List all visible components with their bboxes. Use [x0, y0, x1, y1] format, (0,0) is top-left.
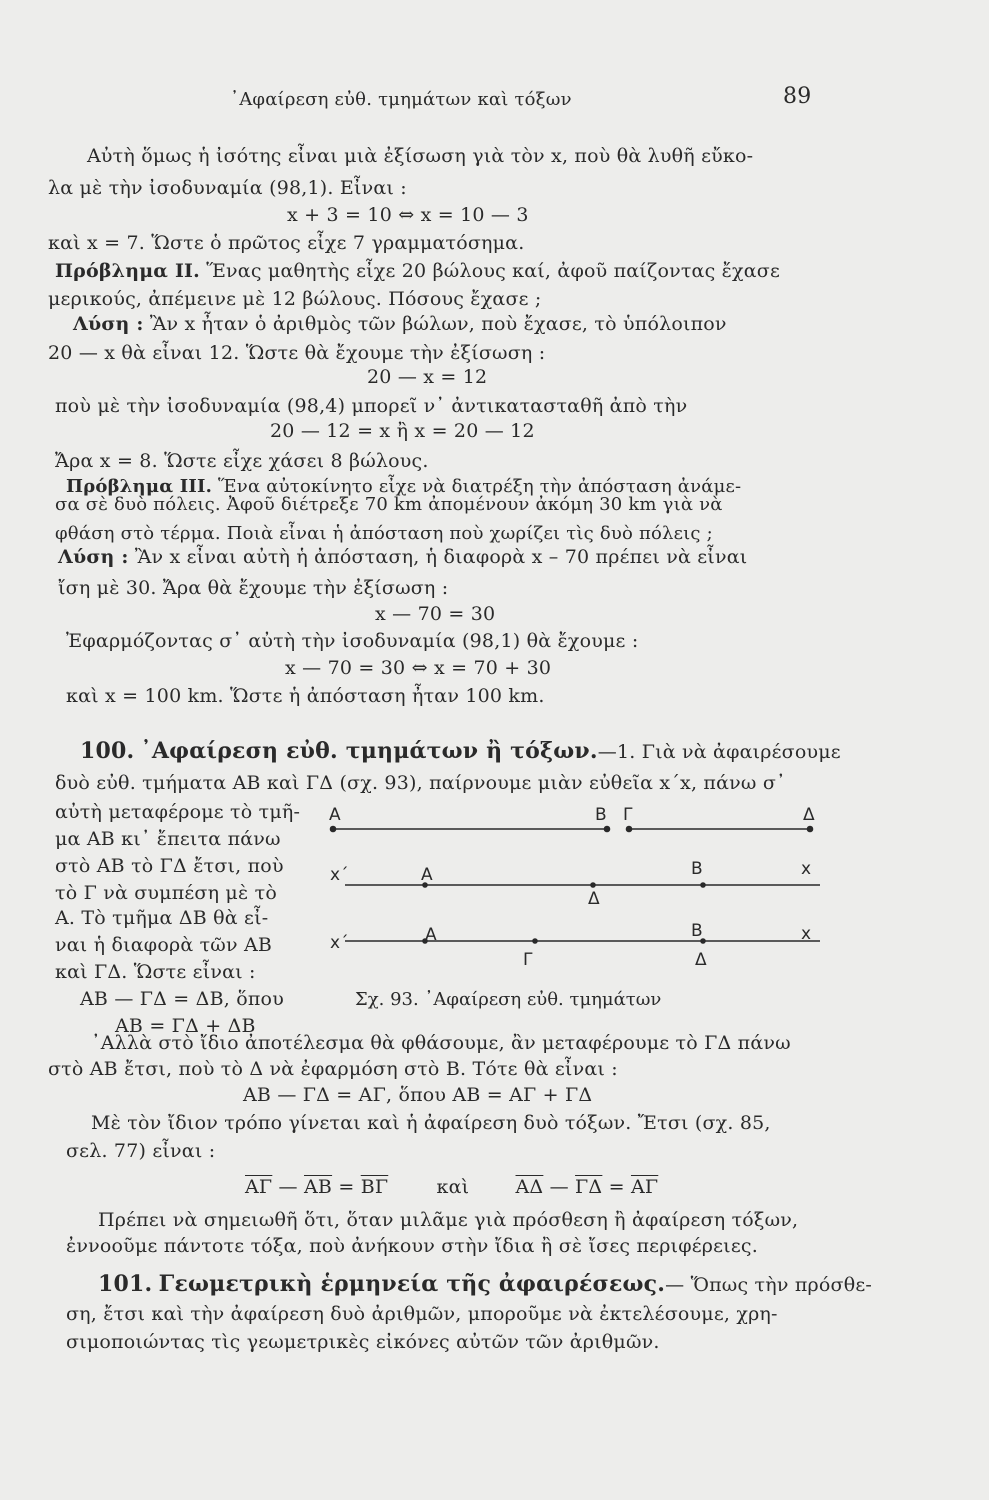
section-title: Γεωμετρικὴ ἑρμηνεία τῆς ἀφαιρέσεως.: [158, 1271, 666, 1297]
arc: $\overline{A\Gamma}$: [245, 1176, 273, 1198]
label-B: Β: [691, 921, 703, 941]
conjunction: καὶ: [436, 1176, 470, 1198]
solution-2: [73, 313, 727, 335]
label-x: x: [801, 859, 812, 879]
label-A: Α: [421, 865, 433, 885]
section-title: ᾿Αφαίρεση εὐθ. τμημάτων ἢ τόξων.: [140, 738, 598, 764]
page-number: 89: [783, 84, 812, 109]
text-line: σελ. 77) εἶναι :: [66, 1140, 216, 1162]
text-line: Ἐφαρμόζοντας σ᾿ αὐτὴ τὴν ἰσοδυναμία (98,1) θὰ ἔχουμε :: [66, 630, 639, 652]
text-line: Μὲ τὸν ἴδιον τρόπο γίνεται καὶ ἡ ἀφαίρεση δυὸ τόξων. Ἔτσι (σχ. 85,: [91, 1112, 771, 1134]
text-line: Πρέπει νὰ σημειωθῆ ὅτι, ὅταν μιλᾶμε γιὰ πρόσθεση ἢ ἀφαίρεση τόξων,: [98, 1209, 799, 1231]
problem-2: [55, 260, 780, 282]
point: [701, 883, 705, 887]
equation: x + 3 = 10 ⇔ x = 10 — 3: [287, 204, 529, 226]
point: [331, 827, 336, 832]
text-line: Ἕνα αὐτοκίνητο εἶχε νὰ διατρέξη τὴν ἀπόσταση ἀνάμε-: [217, 476, 742, 497]
text-line: φθάση στὸ τέρμα. Ποιὰ εἶναι ἡ ἀπόσταση ποὺ χωρίζει τὶς δυὸ πόλεις ;: [55, 523, 713, 544]
arc: $\overline{A\Delta}$: [515, 1176, 544, 1198]
equation: ΑΒ — ΓΔ = ΑΓ, ὅπου ΑΒ = ΑΓ + ΓΔ: [243, 1084, 593, 1106]
equation: x — 70 = 30 ⇔ x = 70 + 30: [285, 657, 552, 679]
figure-caption: Σχ. 93. ᾿Αφαίρεση εὐθ. τμημάτων: [355, 989, 662, 1010]
point: [808, 827, 813, 832]
label-x-prime: x΄: [330, 865, 349, 885]
text-line: ᾿Αλλὰ στὸ ἴδιο ἀποτέλεσμα θὰ φθάσουμε, ἂν μεταφέρουμε τὸ ΓΔ πάνω: [91, 1032, 791, 1054]
operator: —: [543, 1176, 576, 1198]
label-A: Α: [425, 925, 437, 945]
text-line: ποὺ μὲ τὴν ἰσοδυναμία (98,4) μπορεῖ ν᾿ ἀντικατασταθῆ ἀπὸ τὴν: [55, 395, 688, 417]
figure-93: [325, 800, 835, 1030]
section-number: 101.: [98, 1271, 153, 1297]
equation: 20 — 12 = x ἢ x = 20 — 12: [270, 420, 535, 442]
section-101-heading: [98, 1273, 872, 1296]
section-number: 100.: [80, 738, 135, 764]
label-G: Γ: [623, 805, 633, 825]
arc: $\overline{AB}$: [304, 1176, 333, 1198]
wrap-line: καὶ ΓΔ. Ὥστε εἶναι :: [55, 961, 256, 983]
text-line: ἴση μὲ 30. Ἄρα θὰ ἔχουμε τὴν ἐξίσωση :: [58, 577, 449, 599]
running-header: ᾿Αφαίρεση εὐθ. τμημάτων καὶ τόξων: [230, 89, 572, 110]
text-line: Ἂν x εἶναι αὐτὴ ἡ ἀπόσταση, ἡ διαφορὰ x – 70 πρέπει νὰ εἶναι: [134, 546, 748, 568]
solution-3: [58, 546, 747, 568]
label-D: Δ: [588, 889, 600, 909]
text-line: σιμοποιώντας τὶς γεωμετρικὲς εἰκόνες αὐτῶν τῶν ἀριθμῶν.: [66, 1331, 660, 1353]
wrap-line: μα ΑΒ κι᾿ ἔπειτα πάνω: [55, 828, 281, 850]
solution-label: Λύση :: [58, 546, 129, 568]
label-x-prime: x΄: [330, 933, 349, 953]
label-D: Δ: [695, 950, 707, 970]
point: [533, 939, 537, 943]
point: [627, 827, 632, 832]
text-line: Ἄρα x = 8. Ὥστε εἶχε χάσει 8 βώλους.: [55, 450, 429, 472]
text-line: καὶ x = 7. Ὥστε ὁ πρῶτος εἶχε 7 γραμματόσημα.: [48, 232, 525, 254]
text-line: — Ὅπως τὴν πρόσθε-: [665, 1274, 872, 1296]
wrap-line: Α. Τὸ τμῆμα ΔΒ θὰ εἶ-: [55, 907, 269, 929]
point: [591, 883, 595, 887]
problem-label: Πρόβλημα ΙΙ.: [55, 260, 200, 282]
operator: —: [272, 1176, 304, 1198]
text-line: μερικούς, ἀπέμεινε μὲ 12 βώλους. Πόσους ἔχασε ;: [48, 288, 542, 310]
wrap-line: ναι ἡ διαφορὰ τῶν ΑΒ: [55, 934, 273, 956]
label-G: Γ: [523, 950, 533, 970]
equation: ΑΒ = ΓΔ + ΔΒ: [115, 1015, 256, 1037]
equation: ΑΒ — ΓΔ = ΔΒ, ὅπου: [80, 988, 284, 1010]
point: [605, 827, 610, 832]
label-A: Α: [329, 805, 341, 825]
text-line: Αὐτὴ ὅμως ἡ ἰσότης εἶναι μιὰ ἐξίσωση γιὰ τὸν x, ποὺ θὰ λυθῆ εὔκο-: [87, 145, 754, 167]
arc: $\overline{B\Gamma}$: [360, 1176, 389, 1198]
label-D: Δ: [803, 805, 815, 825]
text-line: στὸ ΑΒ ἔτσι, ποὺ τὸ Δ νὰ ἐφαρμόση στὸ Β. Τότε θὰ εἶναι :: [48, 1058, 618, 1080]
section-100-heading: [80, 740, 841, 763]
label-x: x: [801, 924, 812, 944]
wrap-line: αὐτὴ μεταφέρομε τὸ τμῆ-: [55, 801, 301, 823]
operator: =: [332, 1176, 361, 1198]
arc: $\overline{\Gamma\Delta}$: [575, 1176, 603, 1198]
arc-equation: [245, 1176, 658, 1198]
equation: 20 — x = 12: [367, 366, 488, 388]
problem-label: Πρόβλημα ΙΙΙ.: [66, 476, 213, 497]
text-line: καὶ x = 100 km. Ὥστε ἡ ἀπόσταση ἦταν 100 km.: [66, 685, 545, 707]
wrap-line: στὸ ΑΒ τὸ ΓΔ ἔτσι, ποὺ: [55, 855, 284, 877]
equation: x — 70 = 30: [375, 603, 496, 625]
text-line: σα σὲ δυὸ πόλεις. Ἀφοῦ διέτρεξε 70 km ἀπομένουν ἀκόμη 30 km γιὰ νὰ: [55, 494, 723, 515]
arc: $\overline{A\Gamma}$: [630, 1176, 659, 1198]
text-line: 20 — x θὰ εἶναι 12. Ὥστε θὰ ἔχουμε τὴν ἐξίσωση :: [48, 342, 546, 364]
operator: =: [602, 1176, 631, 1198]
text-line: λα μὲ τὴν ἰσοδυναμία (98,1). Εἶναι :: [48, 177, 407, 199]
wrap-line: τὸ Γ νὰ συμπέση μὲ τὸ: [55, 882, 277, 904]
label-B: Β: [595, 805, 607, 825]
text-line: δυὸ εὐθ. τμήματα ΑΒ καὶ ΓΔ (σχ. 93), παίρνουμε μιὰν εὐθεῖα x΄x, πάνω σ᾿: [55, 772, 786, 794]
solution-label: Λύση :: [73, 313, 144, 335]
text-line: —1. Γιὰ νὰ ἀφαιρέσουμε: [597, 741, 841, 763]
label-B: Β: [691, 859, 703, 879]
text-line: ση, ἔτσι καὶ τὴν ἀφαίρεση δυὸ ἀριθμῶν, μποροῦμε νὰ ἐκτελέσουμε, χρη-: [66, 1303, 778, 1325]
text-line: Ἂν x ἦταν ὁ ἀριθμὸς τῶν βώλων, ποὺ ἔχασε, τὸ ὑπόλοιπον: [149, 313, 727, 335]
text-line: ἐννοοῦμε πάντοτε τόξα, ποὺ ἀνήκουν στὴν ἴδια ἢ σὲ ἴσες περιφέρειες.: [66, 1235, 758, 1257]
text-line: Ἕνας μαθητὴς εἶχε 20 βώλους καί, ἀφοῦ παίζοντας ἔχασε: [206, 260, 781, 282]
